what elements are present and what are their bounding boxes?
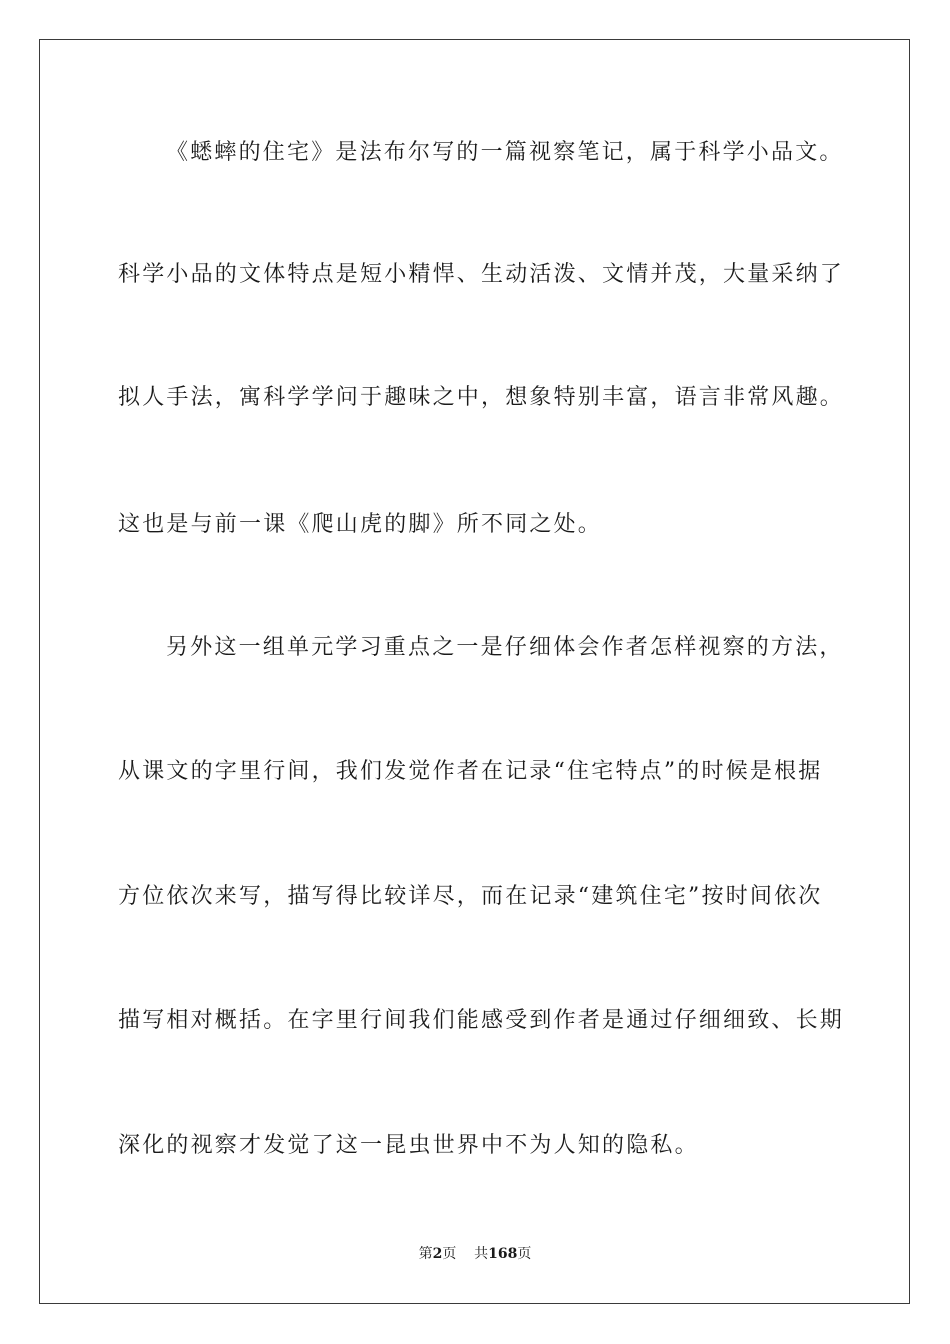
- paragraph-2-line-2: 从课文的字里行间，我们发觉作者在记录“住宅特点”的时候是根据: [118, 759, 823, 784]
- paragraph-2-line-4: 描写相对概括。在字里行间我们能感受到作者是通过仔细细致、长期: [118, 1008, 845, 1033]
- paragraph-1-line-1: 《蟋蟀的住宅》是法布尔写的一篇视察笔记，属于科学小品文。: [166, 140, 844, 165]
- page-suffix: 页: [442, 1246, 457, 1262]
- page-number: 2: [432, 1246, 443, 1262]
- paragraph-1-line-3: 拟人手法，寓科学学问于趣味之中，想象特别丰富，语言非常风趣。: [118, 385, 845, 410]
- page-prefix: 第: [418, 1246, 433, 1262]
- page-footer: [0, 1245, 950, 1263]
- total-prefix: 共: [474, 1246, 489, 1262]
- paragraph-2-line-3: 方位依次来写，描写得比较详尽，而在记录“建筑住宅”按时间依次: [118, 884, 823, 909]
- paragraph-1-line-2: 科学小品的文体特点是短小精悍、生动活泼、文情并茂，大量采纳了: [118, 262, 845, 287]
- page-border: [39, 39, 910, 1304]
- paragraph-2-line-1: 另外这一组单元学习重点之一是仔细体会作者怎样视察的方法，: [166, 635, 844, 660]
- paragraph-2-line-5: 深化的视察才发觉了这一昆虫世界中不为人知的隐私。: [118, 1133, 699, 1158]
- total-pages: 168: [488, 1246, 518, 1262]
- paragraph-1-line-4: 这也是与前一课《爬山虎的脚》所不同之处。: [118, 512, 603, 537]
- total-suffix: 页: [517, 1246, 532, 1262]
